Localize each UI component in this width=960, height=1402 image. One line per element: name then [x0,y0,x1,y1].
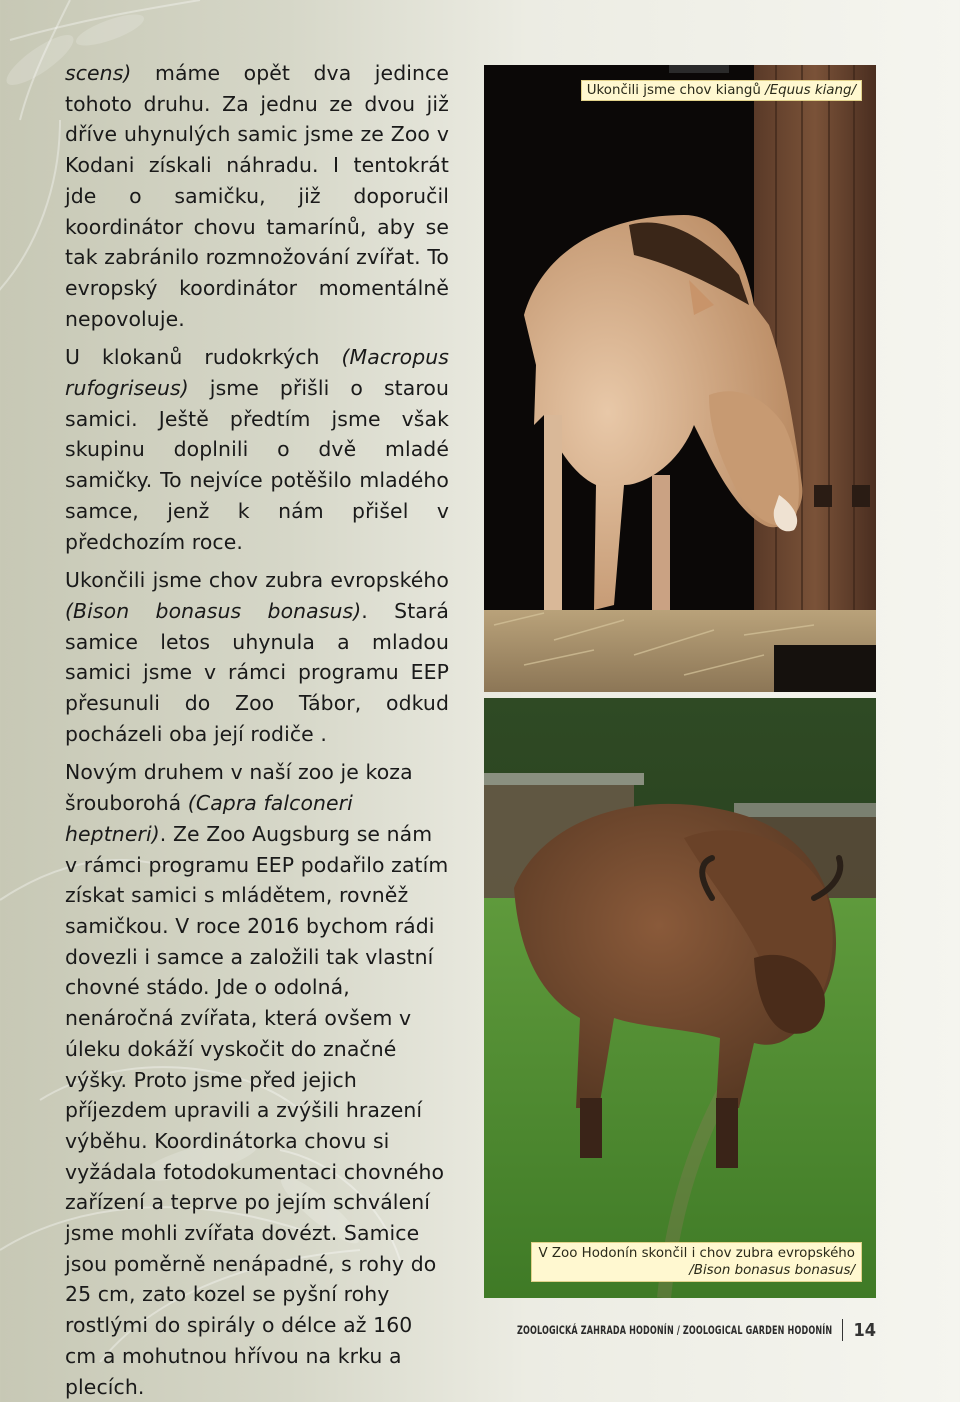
text-run: . Ze Zoo Augsburg se nám v rámci programu EEP podařilo zatím získat samici s mládětem, rovněž samičkou. V roce 2016 bychom rádi dovezli i samce a založili tak vlastní chovné stádo. Jde o odolná, nenáročná zvířata, která ovšem v úleku dokáží vyskočit do značné výšky. Proto jsme před jejich příjezdem upravili a zvýšili hrazení výběhu. Koordinátorka chovu si vyžádala fotodokumentaci chovného zařízení a teprve po jejím schválení jsme mohli zvířata dovézt. Samice jsou poměrně nenápadné, s rohy do 25 cm, zato kozel se pyšní rohy rostlými do spirály o délce až 160 cm a mohutnou hřívou na krku a plecích. [65,821,449,1399]
text-run: Ukončili jsme chov zubra evropského [65,568,449,593]
text-run: U klokanů rudokrkých [65,345,342,370]
text-run: Novým druhem v naší zoo je koza šrouborohá [65,760,413,816]
footer-publication-title: ZOOLOGICKÁ ZAHRADA HODONÍN / ZOOLOGICAL GARDEN HODONÍN [517,1323,833,1337]
latin-name: scens) [65,61,132,85]
bison-caption [531,1242,862,1282]
latin-name: (Capra falconeri heptneri) [65,791,353,846]
kiang-caption [581,80,862,101]
article-text [65,58,449,1402]
caption-latin-name: /Equus kiang/ [765,83,856,98]
latin-name: (Macropus rufogriseus) [65,345,449,401]
text-run: máme opět dva jedince tohoto druhu. Za jednu ze dvou již dříve uhynulých samic jsme ze Zoo v Kodani získali náhradu. I tentokrát jde o samičku, již doporučil koordinátor chovu tamarínů, aby se tak zabránilo rozmnožování zvířat. To evropský koordinátor momentálně nepovoluje. [65,61,449,331]
page-number: 14 [853,1319,876,1341]
caption-text: V Zoo Hodonín skončil i chov zubra evropského [538,1246,855,1261]
kiang-photo [484,65,876,692]
page-footer [428,1318,876,1342]
text-run: . Stará samice letos uhynula a mladou samici jsme v rámci programu EEP přesunuli do Zoo Tábor, odkud pocházeli oba její rodiče . [65,598,449,746]
caption-text: Ukončili jsme chov kiangů [586,83,766,98]
paragraph [65,565,449,749]
latin-name: (Bison bonasus bonasus) [65,598,362,623]
caption-latin-name: /Bison bonasus bonasus/ [689,1263,855,1278]
paragraph [65,342,449,557]
text-run: jsme přišli o starou samici. Ještě předtím jsme však skupinu doplnili o dvě mladé samičky. To nejvíce potěšilo mladého samce, jenž k nám přišel v předchozím roce. [65,376,449,554]
bison-photo [484,698,876,1298]
paragraph [65,58,449,334]
paragraph [65,757,449,1402]
footer-divider [842,1319,843,1341]
